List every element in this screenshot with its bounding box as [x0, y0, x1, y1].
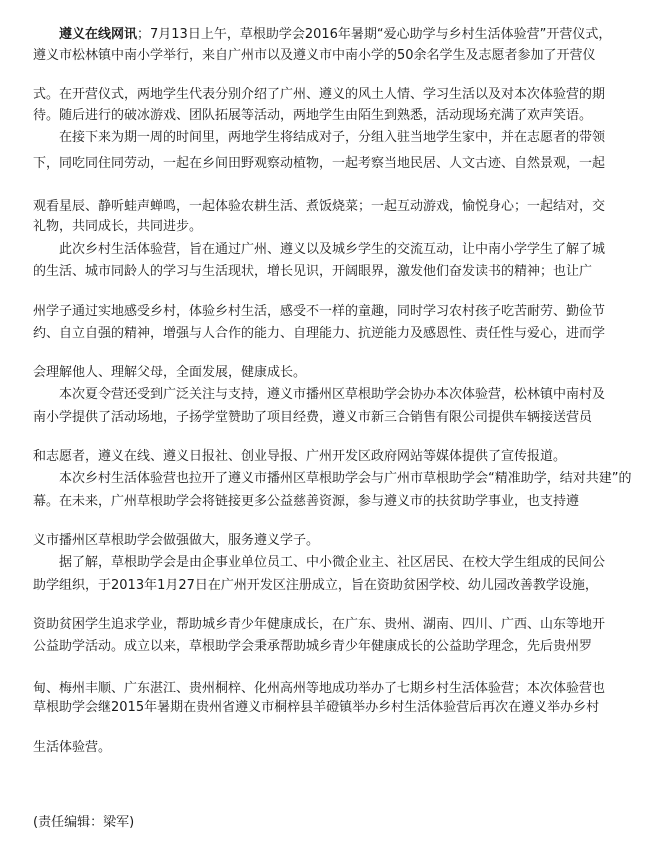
article-line-17: 本次乡村生活体验营也拉开了遵义市播州区草根助学会与广州市草根助学会“精准助学，结对共建”的 — [33, 471, 632, 486]
article-line-9: 此次乡村生活体验营，旨在通过广州、遵义以及城乡学生的交流互动，让中南小学学生了解了城 — [33, 242, 606, 257]
article-line-22: 资助贫困学生追求学业，帮助城乡青少年健康成长，在广东、贵州、湖南、四川、广西、山东等地开 — [33, 617, 606, 632]
article-line-19: 义市播州区草根助学会做强做大，服务遵义学子。 — [33, 533, 320, 548]
article-line-24: 甸、梅州丰顺、广东湛江、贵州桐梓、化州高州等地成功举办了七期乡村生活体验营；本次体验营也 — [33, 681, 606, 696]
editor-credit: (责任编辑：梁军) — [33, 815, 135, 830]
article-line-10: 的生活、城市同龄人的学习与生活现状，增长见识，开阔眼界，激发他们奋发读书的精神；也让广 — [33, 264, 593, 279]
article-line-21: 助学组织，于2013年1月27日在广州开发区注册成立，旨在资助贫困学校、幼儿园改善教学设施， — [33, 578, 598, 593]
article-line-5: 在接下来为期一周的时间里，两地学生将结成对子，分组入驻当地学生家中，并在志愿者的带领 — [33, 130, 606, 145]
dateline: 遵义在线网讯 — [59, 27, 138, 42]
article-line-3: 式。在开营仪式，两地学生代表分别介绍了广州、遵义的风土人情、学习生活以及对本次体验营的期 — [33, 87, 606, 102]
article-line-26: 生活体验营。 — [33, 740, 112, 755]
article-line-16: 和志愿者，遵义在线、遵义日报社、创业导报、广州开发区政府网站等媒体提供了宣传报道。 — [33, 449, 567, 464]
article-line-15: 南小学提供了活动场地，子扬学堂赞助了项目经费，遵义市新三合销售有限公司提供车辆接送营员 — [33, 410, 593, 425]
article-line-4: 待。随后进行的破冰游戏、团队拓展等活动，两地学生由陌生到熟悉，活动现场充满了欢声笑语。 — [33, 108, 593, 123]
article-line-2: 遵义市松林镇中南小学举行，来自广州市以及遵义市中南小学的50余名学生及志愿者参加了开营仪 — [33, 48, 596, 63]
article-line-25: 草根助学会继2015年暑期在贵州省遵义市桐梓县羊磴镇举办乡村生活体验营后再次在遵义举办乡村 — [33, 700, 600, 715]
article-line-20: 据了解，草根助学会是由企事业单位员工、中小微企业主、社区居民、在校大学生组成的民间公 — [33, 555, 606, 570]
article-line-23: 公益助学活动。成立以来，草根助学会秉承帮助城乡青少年健康成长的公益助学理念，先后贵州罗 — [33, 639, 593, 654]
article-line-18: 幕。在未来，广州草根助学会将链接更多公益慈善资源，参与遵义市的扶贫助学事业，也支持遵 — [33, 494, 580, 509]
article-line-14: 本次夏令营还受到广泛关注与支持，遵义市播州区草根助学会协办本次体验营，松林镇中南村及 — [33, 387, 606, 402]
article-line-12: 约、自立自强的精神，增强与人合作的能力、自理能力、抗逆能力及感恩性、责任性与爱心，进而学 — [33, 326, 606, 341]
article-line-1: 遵义在线网讯；7月13日上午，草根助学会2016年暑期“爱心助学与乡村生活体验营”开营仪式， — [59, 27, 612, 42]
article-line-8: 礼物，共同成长，共同进步。 — [33, 219, 203, 234]
article-line-13: 会理解他人、理解父母，全面发展，健康成长。 — [33, 365, 307, 380]
article-line-11: 州学子通过实地感受乡村，体验乡村生活，感受不一样的童趣，同时学习农村孩子吃苦耐劳、勤俭节 — [33, 304, 606, 319]
article-line-6: 下，同吃同住同劳动，一起在乡间田野观察动植物，一起考察当地民居、人文古迹、自然景观，一起 — [33, 156, 606, 171]
article-line-7: 观看星辰、静听蛙声蝉鸣，一起体验农耕生活、煮饭烧菜；一起互动游戏，愉悦身心；一起结对，交 — [33, 199, 606, 214]
